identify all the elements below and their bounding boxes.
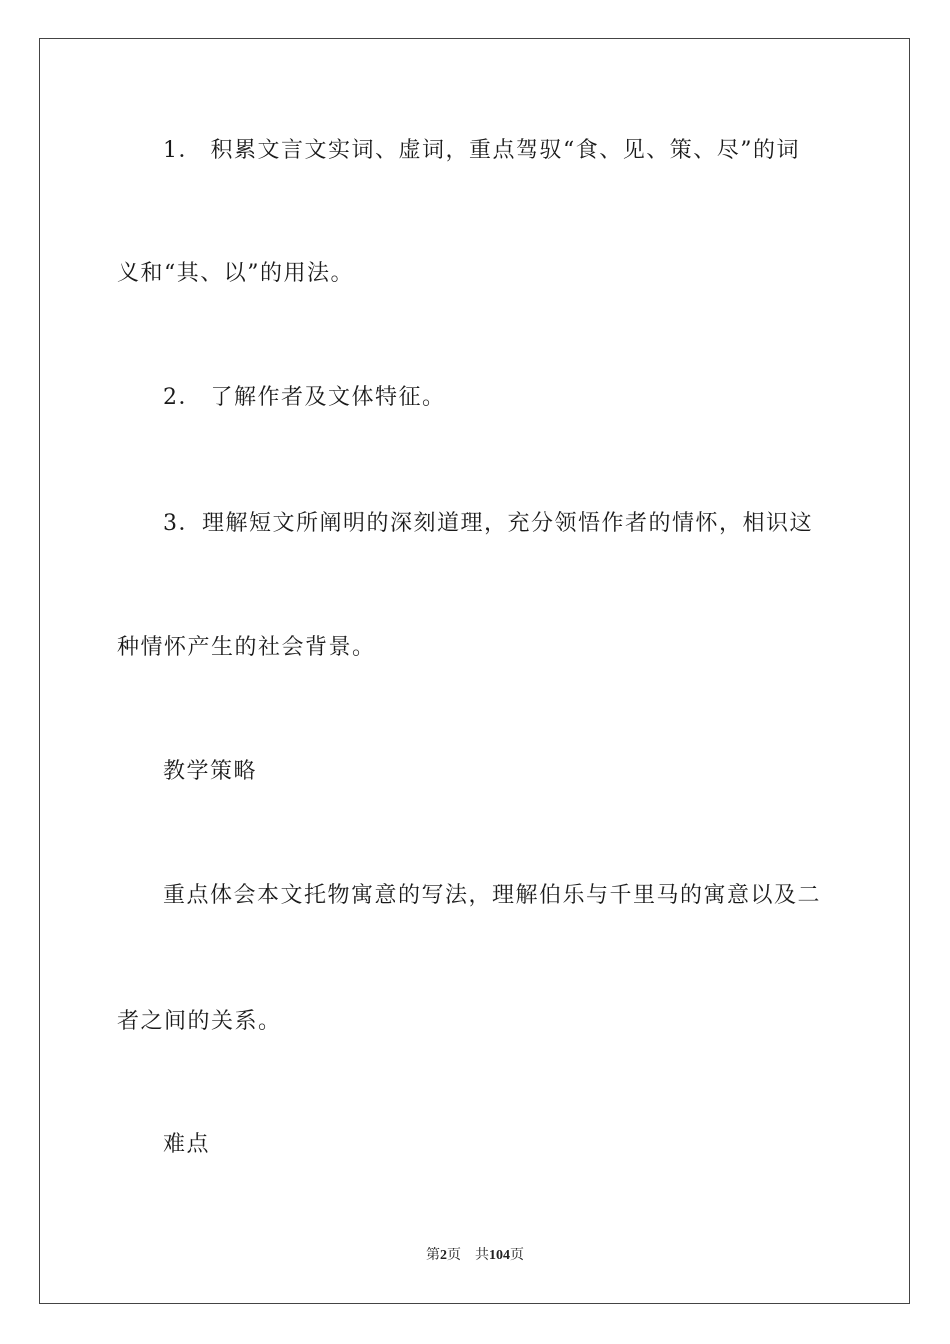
objective-3-line-2: 种情怀产生的社会背景。	[117, 635, 376, 660]
objective-1-line-2: 义和“其、以”的用法。	[117, 261, 354, 286]
footer-total-pages: 104	[489, 1248, 510, 1263]
objective-1-line-1: 1． 积累文言文实词、虚词，重点驾驭“食、见、策、尽”的词	[163, 138, 800, 163]
objective-2: 2． 了解作者及文体特征。	[163, 385, 446, 410]
strategy-paragraph-line-1: 重点体会本文托物寓意的写法，理解伯乐与千里马的寓意以及二	[163, 883, 822, 908]
footer-total-prefix: 共	[475, 1248, 489, 1263]
footer-total-suffix: 页	[510, 1248, 524, 1263]
section-heading-teaching-strategy: 教学策略	[163, 759, 258, 784]
page-footer	[0, 1246, 950, 1266]
objective-3-line-1: 3．理解短文所阐明的深刻道理，充分领悟作者的情怀，相识这	[163, 511, 813, 536]
page-border	[39, 38, 910, 1304]
footer-page-suffix: 页	[447, 1248, 461, 1263]
strategy-paragraph-line-2: 者之间的关系。	[117, 1009, 282, 1034]
section-heading-difficulty: 难点	[163, 1132, 211, 1157]
footer-page-prefix: 第	[426, 1248, 440, 1263]
footer-page-number: 2	[440, 1248, 447, 1263]
